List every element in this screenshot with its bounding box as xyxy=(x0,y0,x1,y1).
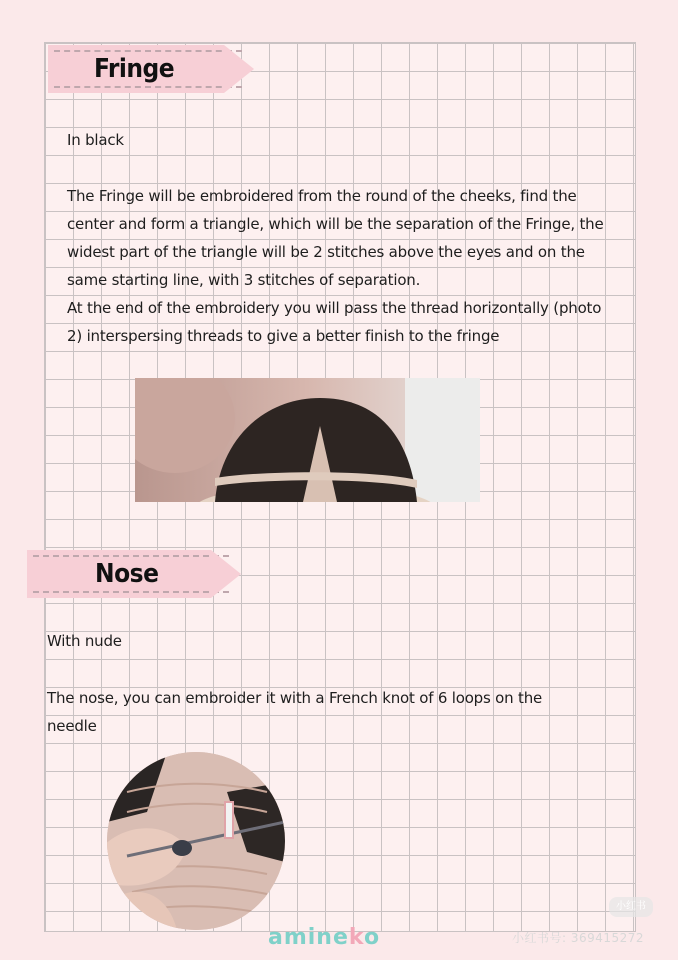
fringe-banner xyxy=(48,45,224,93)
watermark-badge: 小红书 xyxy=(609,897,653,917)
nose-color-note: With nude xyxy=(47,632,122,650)
nose-photo-illustration xyxy=(107,752,285,930)
fringe-color-note: In black xyxy=(67,131,124,149)
nose-banner xyxy=(27,550,211,598)
fringe-photo-illustration xyxy=(135,378,480,502)
fringe-photo xyxy=(135,378,480,502)
nose-instructions: The nose, you can embroider it with a French knot of 6 loops on the needle xyxy=(47,689,543,735)
nose-photo xyxy=(107,752,285,930)
nose-title: Nose xyxy=(95,559,159,589)
fringe-instructions: The Fringe will be embroidered from the round of the cheeks, find the center and form a triangle, which will be the separation of the Fringe, the widest part of the triangle will be 2 stitches above the eyes and on the same starting line, with 3 stitches of separation. At the end of the embroidery you will pass the thread horizontally (photo 2) interspersing threads to give a better finish to the fringe xyxy=(67,187,604,345)
fringe-title: Fringe xyxy=(94,54,175,84)
amineko-logo: amineko xyxy=(268,925,381,950)
watermark-id: 小红书号: 369415272 xyxy=(512,931,645,945)
